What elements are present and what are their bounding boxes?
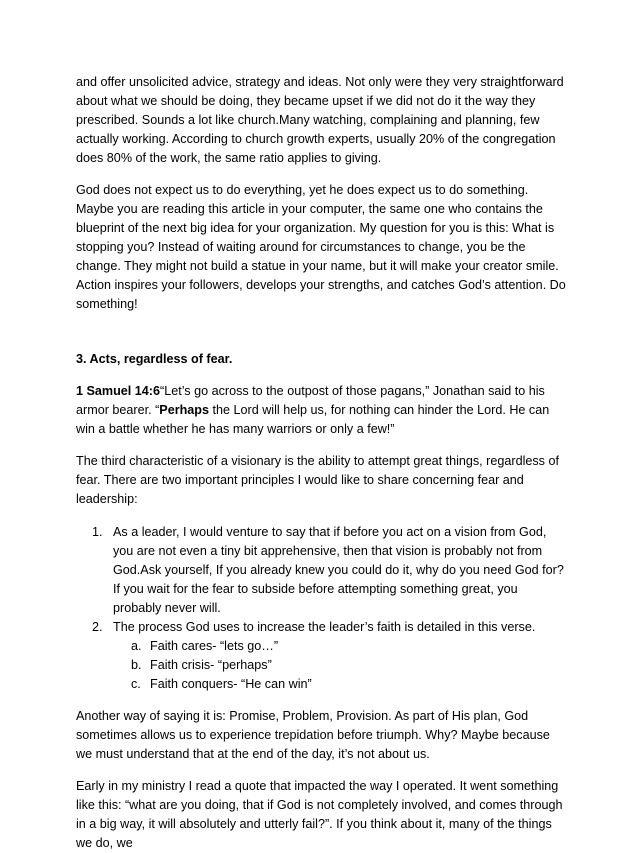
list-item xyxy=(76,523,566,618)
sublist-item-text: Faith conquers- “He can win” xyxy=(150,677,312,691)
sublist-item xyxy=(76,637,566,656)
section-heading: 3. Acts, regardless of fear. xyxy=(76,352,233,366)
list-item-marker: 1. xyxy=(92,525,103,539)
sublist-item-text: Faith cares- “lets go…” xyxy=(150,639,279,653)
verse-text-part1: “Let’s go across to the outpost of those pagans,” Jonathan said to his armor bearer. “ xyxy=(76,384,545,417)
lettered-sublist xyxy=(76,637,566,694)
list-item xyxy=(76,618,566,637)
sublist-item xyxy=(76,675,566,694)
document-body xyxy=(76,73,566,853)
verse-paragraph xyxy=(76,382,566,439)
paragraph-quote: Early in my ministry I read a quote that impacted the way I operated. It went something like this: “what are you doing, that if God is not completely involved, and comes through in a big way, it will absolutely and utterly fail?”. If you think about it, many of the things we do, we xyxy=(76,779,563,850)
paragraph-third-characteristic: The third characteristic of a visionary is the ability to attempt great things, regardless of fear. There are two important principles I would like to share concerning fear and leadership: xyxy=(76,454,559,506)
list-item-marker: 2. xyxy=(92,620,103,634)
list-item-text: The process God uses to increase the leader’s faith is detailed in this verse. xyxy=(113,620,536,634)
paragraph-advice: and offer unsolicited advice, strategy and ideas. Not only were they very straightforward about what we should be doing, they became upset if we did not do it the way they prescribed. Sounds a lot like church.Many watching, complaining and planning, few actually working. According to church growth experts, usually 20% of the congregation does 80% of the work, the same ratio applies to giving. xyxy=(76,75,564,165)
list-item-text: As a leader, I would venture to say that if before you act on a vision from God, you are not even a tiny bit apprehensive, then that vision is probably not from God.Ask yourself, If you already knew you could do it, why do you need God for? If you wait for the fear to subside before attempting something great, you probably never will. xyxy=(113,525,564,615)
verse-reference: 1 Samuel 14:6 xyxy=(76,384,161,398)
sublist-item xyxy=(76,656,566,675)
verse-emphasis-perhaps: Perhaps xyxy=(159,403,209,417)
sublist-item-marker: c. xyxy=(131,677,141,691)
paragraph-promise-problem: Another way of saying it is: Promise, Problem, Provision. As part of His plan, God sometimes allows us to experience trepidation before triumph. Why? Maybe because we must understand that at the end of the day, it’s not about us. xyxy=(76,709,550,761)
numbered-list xyxy=(76,523,566,637)
sublist-item-marker: b. xyxy=(131,658,142,672)
verse-text-part2: the Lord will help us, for nothing can hinder the Lord. He can win a battle whether he has many warriors or only a few!” xyxy=(76,403,550,436)
paragraph-do-something: God does not expect us to do everything, yet he does expect us to do something. Maybe you are reading this article in your computer, the same one who contains the blueprint of the next big idea for your organization. My question for you is this: What is stopping you? Instead of waiting around for circumstances to change, you be the change. They might not build a statue in your name, but it will make your creator smile. Action inspires your followers, develops your strengths, and catches God’s attention. Do something! xyxy=(76,183,566,311)
sublist-item-marker: a. xyxy=(131,639,142,653)
sublist-item-text: Faith crisis- “perhaps” xyxy=(150,658,272,672)
